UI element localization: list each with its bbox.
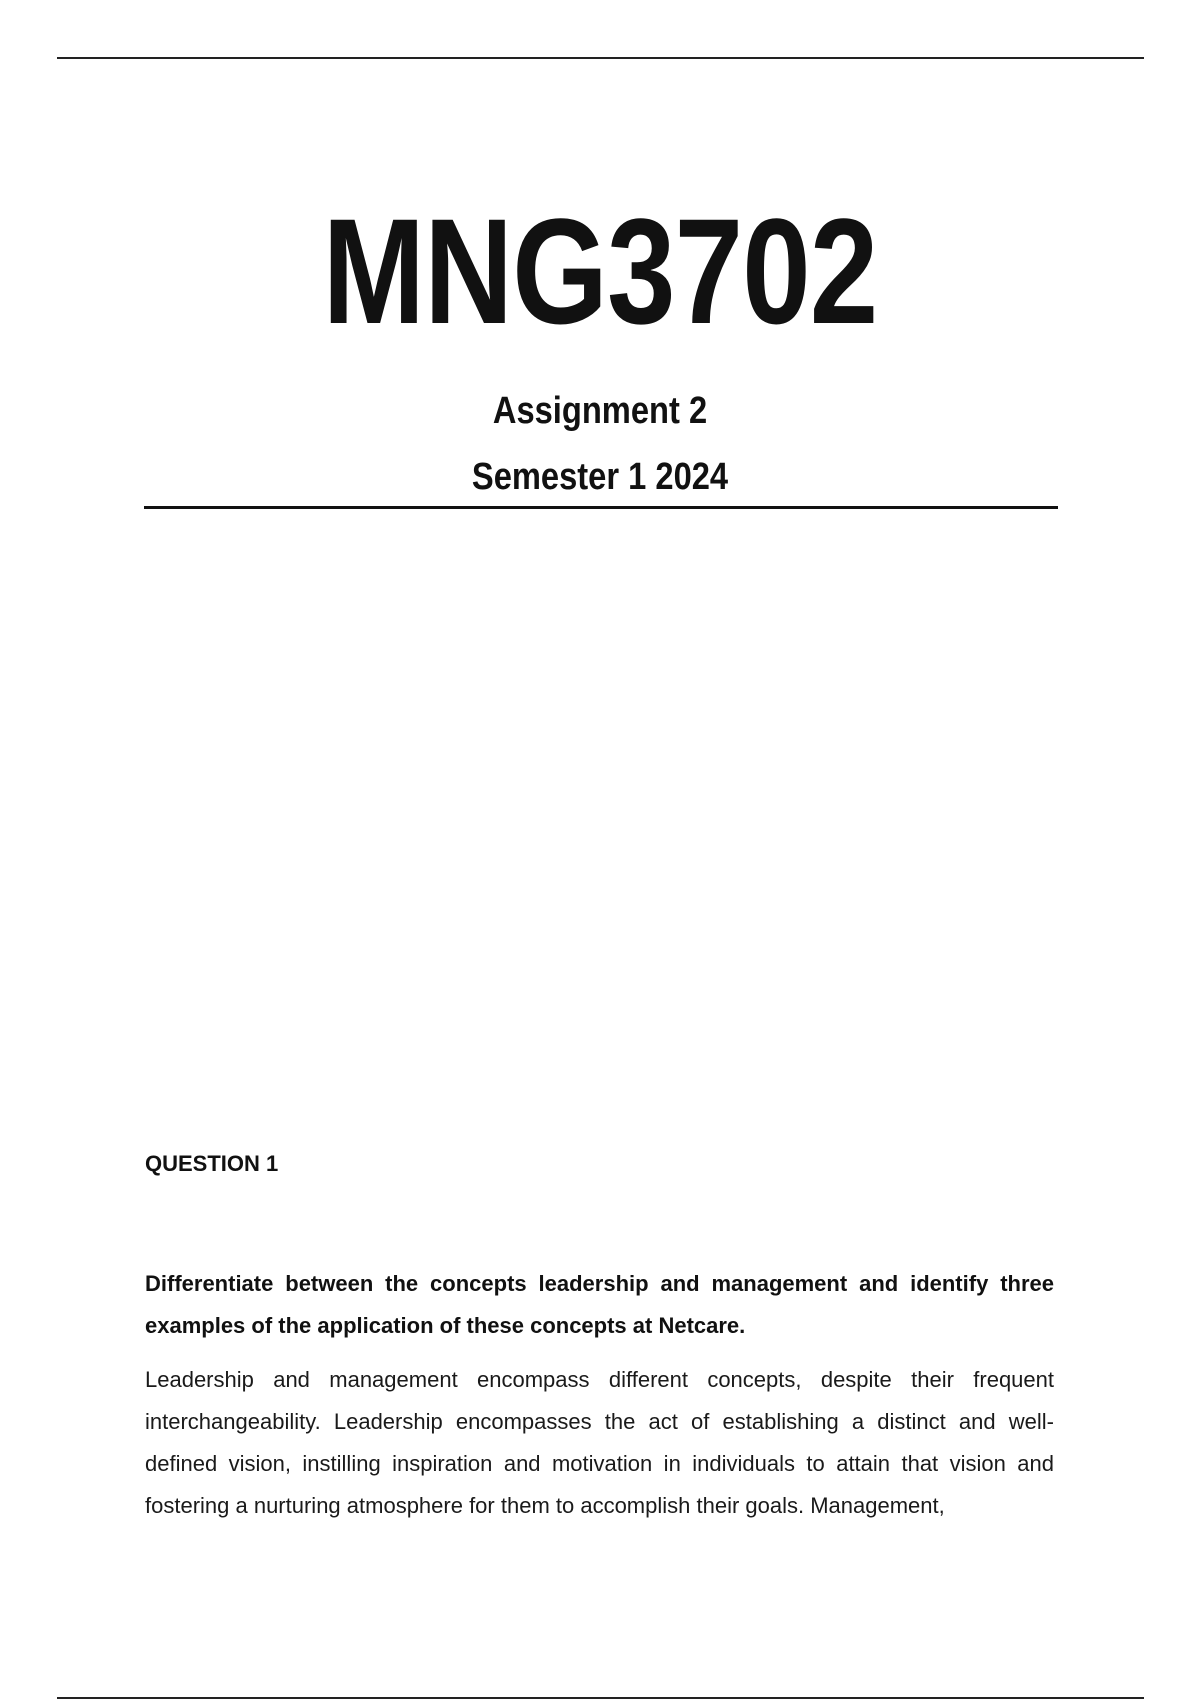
semester-subtitle: Semester 1 2024	[471, 456, 729, 498]
answer-paragraph: Leadership and management encompass different concepts, despite their frequent interchangeability. Leadership encompasses the act of establishing a distinct and well-defined vision, instilling inspiration and motivation in individuals to attain that vision and fostering a nurturing atmosphere for them to accomplish their goals. Management,	[145, 1367, 1054, 1518]
top-divider	[57, 57, 1144, 59]
course-code-title: MNG3702	[322, 187, 878, 355]
question-prompt: Differentiate between the concepts leadership and management and identify three examples of the application of these concepts at Netcare.	[145, 1271, 1054, 1338]
assignment-subtitle: Assignment 2	[492, 390, 708, 432]
bottom-divider	[57, 1697, 1144, 1699]
title-divider	[144, 506, 1058, 509]
question-heading: QUESTION 1	[145, 1151, 279, 1176]
